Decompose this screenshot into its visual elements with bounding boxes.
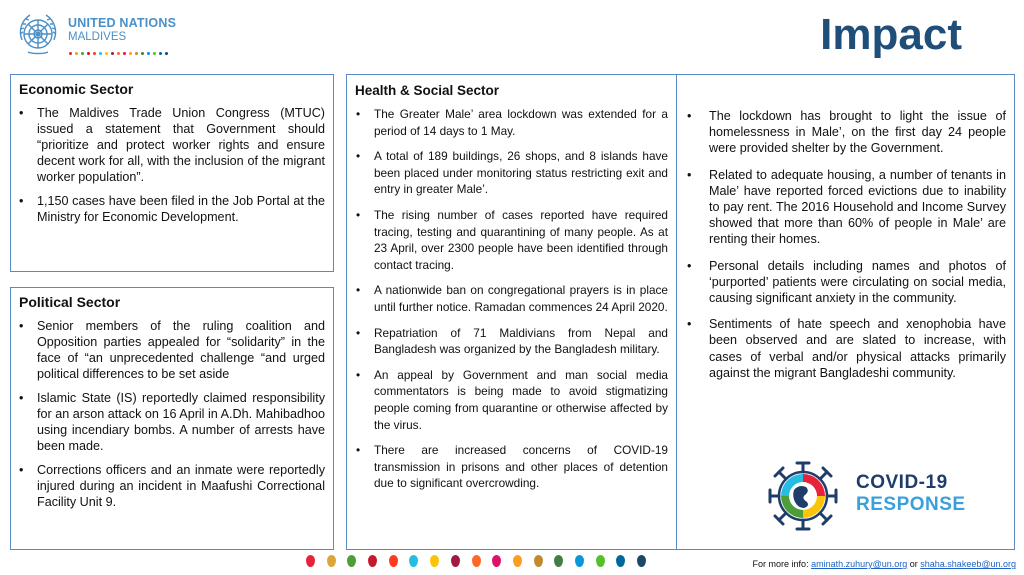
list-item: • A total of 189 buildings, 26 shops, and 8 islands have been placed under monitoring status restricting exit and entry in greater Male’. <box>374 148 668 198</box>
list-item: • Personal details including names and photos of ‘purported’ patients were circulating on social media, causing significant anxiety in the community. <box>709 258 1006 307</box>
sdg-dot <box>165 52 168 55</box>
list-item: • 1,150 cases have been filed in the Job Portal at the Ministry for Economic Development. <box>37 193 325 225</box>
footer-prefix: For more info: <box>752 559 812 569</box>
sdg-dot <box>69 52 72 55</box>
list-item: • There are increased concerns of COVID-19 transmission in prisons and other places of detention due to significant overcrowding. <box>374 442 668 492</box>
sdg-dot <box>135 52 138 55</box>
sdg-dot <box>111 52 114 55</box>
un-name: UNITED NATIONS <box>68 16 177 30</box>
health-social-sector-list <box>374 106 668 492</box>
sdg-dot <box>472 555 481 567</box>
list-item: • The lockdown has brought to light the issue of homelessness in Male’, on the first day 24 people were provided shelter by the Government. <box>709 108 1006 157</box>
un-emblem-icon <box>14 10 62 58</box>
health-social-sector-title: Health & Social Sector <box>355 83 500 98</box>
list-item: • The Greater Male’ area lockdown was extended for a period of 14 days to 1 May. <box>374 106 668 139</box>
list-item: • Corrections officers and an inmate were reportedly injured during an incident in Maafushi Correctional Facility Unit 9. <box>37 462 325 510</box>
sdg-dot <box>616 555 625 567</box>
sdg-dot <box>389 555 398 567</box>
economic-sector-panel <box>10 74 334 272</box>
footer-contact <box>753 559 1016 569</box>
sdg-dot <box>99 52 102 55</box>
social-impact-list <box>709 108 1006 381</box>
page-title: Impact <box>820 10 962 59</box>
footer-separator: or <box>907 559 921 569</box>
list-item: • Senior members of the ruling coalition and Opposition parties appealed for “solidarity” in the face of “an unprecedented challenge “and urged political differences to be set aside <box>37 318 325 382</box>
covid-response-badge <box>764 458 964 534</box>
sdg-dot <box>75 52 78 55</box>
sdg-dot <box>492 555 501 567</box>
political-sector-title: Political Sector <box>19 294 121 310</box>
list-item: • Repatriation of 71 Maldivians from Nepal and Bangladesh was organized by the Bangladesh military. <box>374 325 668 358</box>
sdg-dot <box>87 52 90 55</box>
political-sector-panel <box>10 287 334 550</box>
sdg-dot <box>147 52 150 55</box>
sdg-dot <box>554 555 563 567</box>
sdg-dot <box>141 52 144 55</box>
sdg-dot <box>451 555 460 567</box>
sdg-dot <box>534 555 543 567</box>
sdg-dot <box>575 555 584 567</box>
list-item: • Related to adequate housing, a number of tenants in Male’ have reported forced evictions due to inability to pay rent. The 2016 Household and Income Survey showed that more than 60% of people in Male’ are renting their homes. <box>709 167 1006 248</box>
un-maldives-logo <box>12 8 192 60</box>
list-item: • The Maldives Trade Union Congress (MTUC) issued a statement that Government should “prioritize and protect worker rights and ensure decent work for all, with the inclusion of the migrant worker population”. <box>37 105 325 185</box>
political-sector-list <box>37 318 325 510</box>
sdg-dot <box>123 52 126 55</box>
sdg-dot <box>117 52 120 55</box>
sdg-dot <box>159 52 162 55</box>
sdg-dot <box>596 555 605 567</box>
sdg-dot <box>637 555 646 567</box>
sdg-dot <box>93 52 96 55</box>
sdg-dot <box>368 555 377 567</box>
virus-globe-icon <box>764 458 842 534</box>
health-social-sector-panel <box>346 74 677 550</box>
covid-response-line2: RESPONSE <box>856 494 966 515</box>
sdg-dot <box>105 52 108 55</box>
sdg-dot <box>306 555 315 567</box>
sdg-dot <box>513 555 522 567</box>
sdg-dot-strip <box>69 52 168 55</box>
bottom-sdg-dot-strip <box>306 555 646 567</box>
list-item: • A nationwide ban on congregational prayers is in place until further notice. Ramadan commences 24 April 2020. <box>374 282 668 315</box>
sdg-dot <box>153 52 156 55</box>
sdg-dot <box>81 52 84 55</box>
sdg-dot <box>129 52 132 55</box>
sdg-dot <box>409 555 418 567</box>
sdg-dot <box>327 555 336 567</box>
economic-sector-title: Economic Sector <box>19 81 134 97</box>
sdg-dot <box>347 555 356 567</box>
list-item: • Islamic State (IS) reportedly claimed responsibility for an arson attack on 16 April in A.Dh. Mahibadhoo using incendiary bombs. A number of arrests have been made. <box>37 390 325 454</box>
email-link-shakeeb[interactable]: shaha.shakeeb@un.org <box>920 559 1016 569</box>
covid-response-line1: COVID-19 <box>856 472 948 493</box>
list-item: • Sentiments of hate speech and xenophobia have been observed and are slated to increase, with cases of verbal and/or physical attacks primarily against the migrant Bangladeshi community. <box>709 316 1006 381</box>
list-item: • An appeal by Government and man social media commentators is being made to avoid stigmatizing people coming from quarantine or otherwise affected by the virus. <box>374 367 668 433</box>
economic-sector-list <box>37 105 325 225</box>
list-item: • The rising number of cases reported have required tracing, testing and quarantining of many people. As at 23 April, over 2300 people have been identified through contact tracing. <box>374 207 668 273</box>
email-link-zuhury[interactable]: aminath.zuhury@un.org <box>811 559 908 569</box>
un-country: MALDIVES <box>68 31 127 43</box>
sdg-dot <box>430 555 439 567</box>
